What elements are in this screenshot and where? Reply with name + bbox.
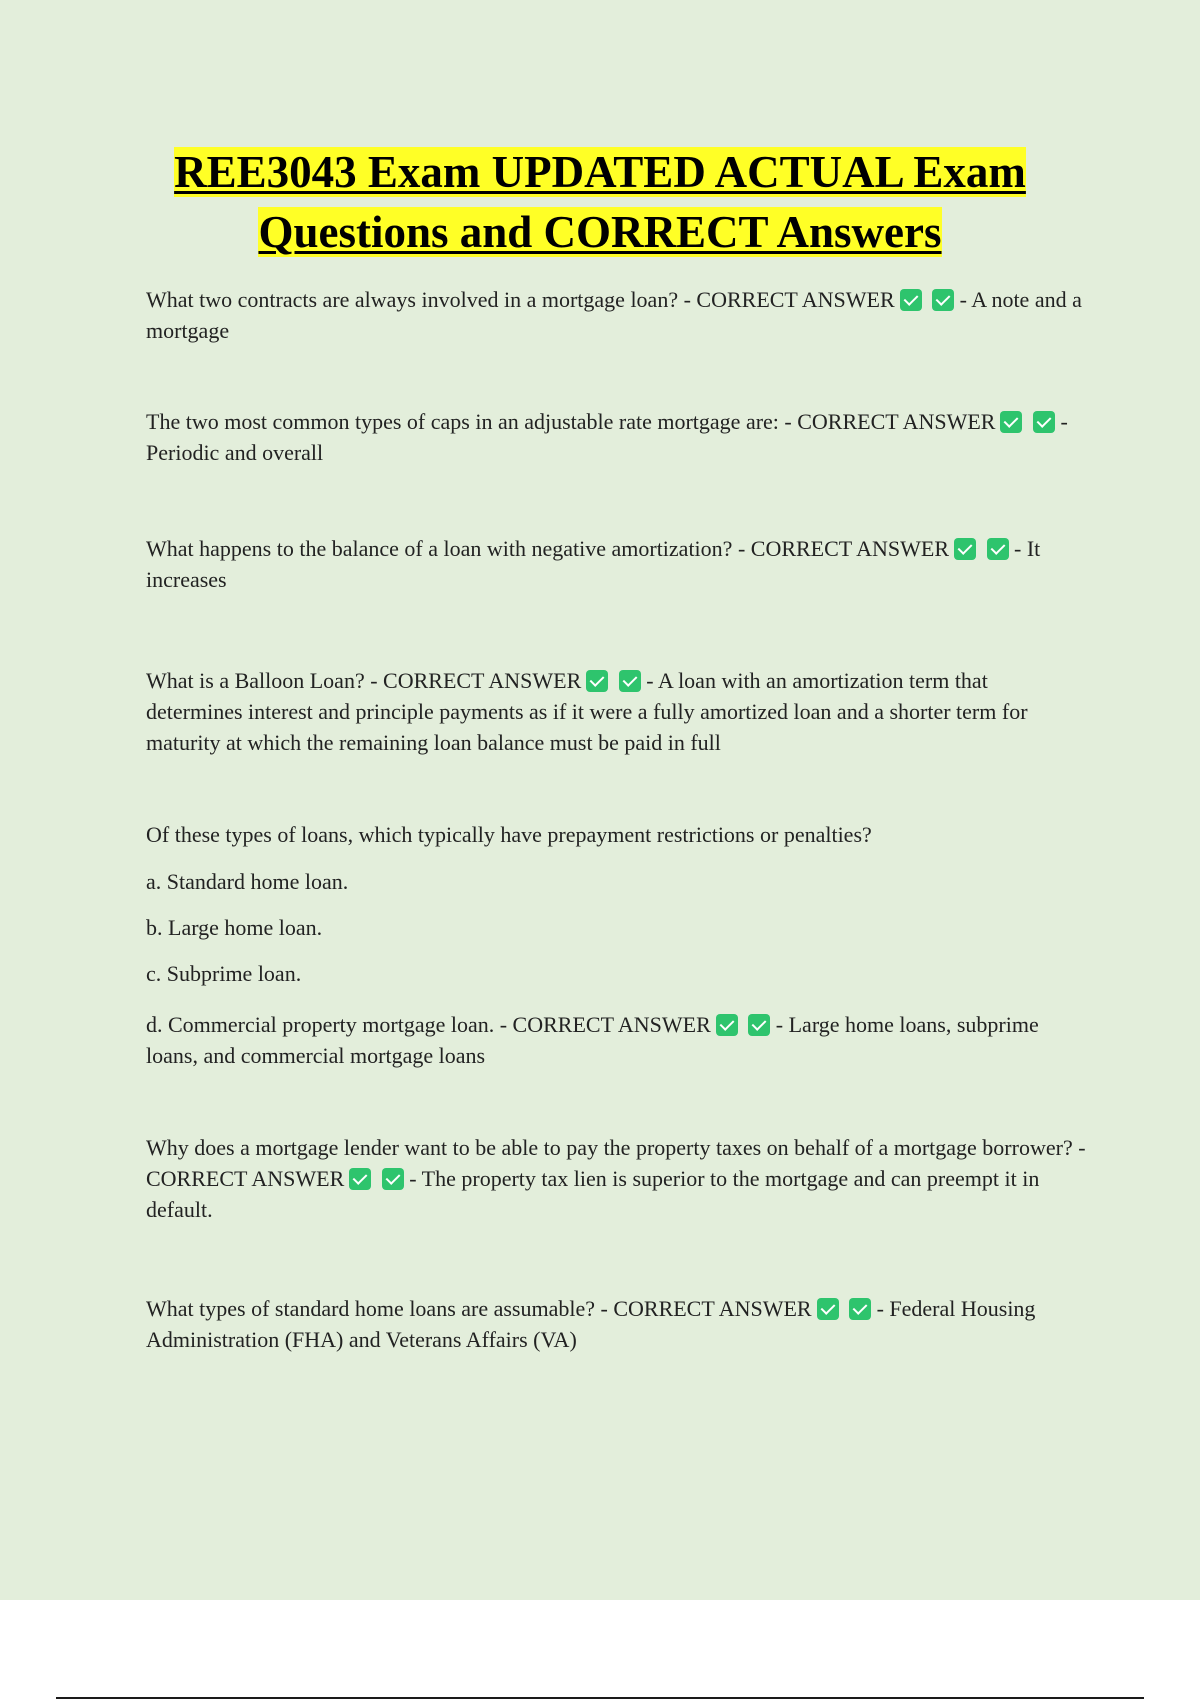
qa-item-5-answer	[146, 1009, 1086, 1071]
qa-item-1	[146, 284, 1086, 346]
option-d: d. Commercial property mortgage loan. - CORRECT ANSWER	[146, 1012, 711, 1037]
qa-item-4	[146, 665, 1086, 758]
check-icon	[900, 289, 922, 311]
question-text: Why does a mortgage lender want to be able to pay the property taxes on behalf of a mortgage borrower? - CORRECT ANSWER	[146, 1135, 1086, 1191]
qa-item-2	[146, 406, 1086, 468]
answer-text: - Large home loans, subprime loans, and commercial mortgage loans	[146, 1012, 1039, 1068]
check-icon	[586, 670, 608, 692]
option-b: b. Large home loan.	[146, 915, 323, 940]
document-title	[100, 142, 1100, 262]
answer-text: - It increases	[146, 536, 1041, 592]
answer-text: - A note and a mortgage	[146, 287, 1082, 343]
title-line-1: REE3043 Exam UPDATED ACTUAL Exam	[174, 147, 1026, 197]
question-text: What is a Balloon Loan? - CORRECT ANSWER	[146, 668, 582, 693]
check-icon	[817, 1298, 839, 1320]
question-text: Of these types of loans, which typically have prepayment restrictions or penalties?	[146, 822, 872, 847]
qa-item-5-question	[146, 819, 1086, 850]
option-c: c. Subprime loan.	[146, 961, 302, 986]
qa-item-6	[146, 1132, 1086, 1225]
check-icon	[849, 1298, 871, 1320]
qa-item-3	[146, 533, 1086, 595]
answer-text: - The property tax lien is superior to the mortgage and can preempt it in default.	[146, 1166, 1040, 1222]
option-a: a. Standard home loan.	[146, 869, 349, 894]
answer-text: - Federal Housing Administration (FHA) and Veterans Affairs (VA)	[146, 1296, 1036, 1352]
check-icon	[716, 1014, 738, 1036]
qa-item-7	[146, 1293, 1086, 1355]
check-icon	[954, 538, 976, 560]
question-text: The two most common types of caps in an adjustable rate mortgage are: - CORRECT ANSWER	[146, 409, 996, 434]
check-icon	[1033, 411, 1055, 433]
check-icon	[349, 1168, 371, 1190]
question-text: What two contracts are always involved in a mortgage loan? - CORRECT ANSWER	[146, 287, 895, 312]
check-icon	[748, 1014, 770, 1036]
answer-text: - A loan with an amortization term that determines interest and principle payments as if it were a fully amortized loan and a shorter term for maturity at which the remaining loan balance must be paid in full	[146, 668, 1028, 755]
question-text: What types of standard home loans are assumable? - CORRECT ANSWER	[146, 1296, 812, 1321]
check-icon	[1000, 411, 1022, 433]
footer-divider	[56, 1697, 1144, 1699]
check-icon	[382, 1168, 404, 1190]
check-icon	[619, 670, 641, 692]
question-text: What happens to the balance of a loan with negative amortization? - CORRECT ANSWER	[146, 536, 949, 561]
check-icon	[932, 289, 954, 311]
title-line-2: Questions and CORRECT Answers	[258, 207, 942, 257]
check-icon	[987, 538, 1009, 560]
answer-text: - Periodic and overall	[146, 409, 1068, 465]
